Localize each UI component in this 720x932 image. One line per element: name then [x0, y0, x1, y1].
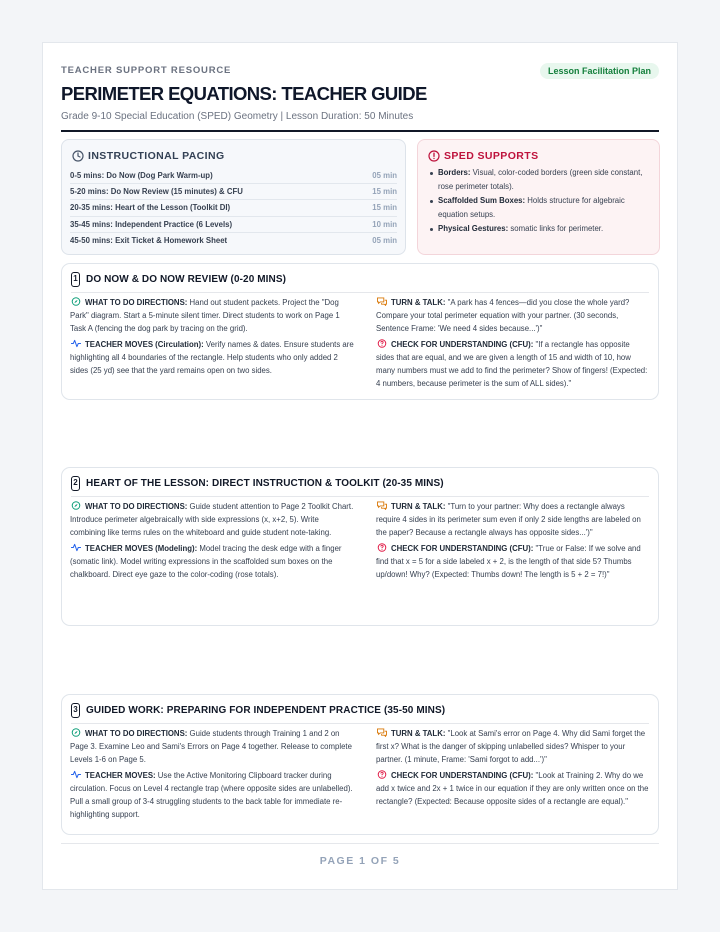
activity-icon — [70, 543, 82, 552]
chat-icon — [376, 297, 388, 306]
section-right-column — [376, 296, 650, 393]
question-icon — [376, 339, 388, 348]
section-left-column — [70, 500, 356, 584]
compass-icon — [70, 297, 82, 306]
footer-divider — [61, 843, 659, 844]
pacing-row-label: 20-35 mins: Heart of the Lesson (Toolkit DI) — [70, 203, 231, 213]
plan-badge: Lesson Facilitation Plan — [540, 63, 659, 79]
teacher-moves-paragraph: TEACHER MOVES (Circulation): Verify names & dates. Ensure students are highlighting all 4 boundaries of the rectangle. Help students who only added 2 sides (25 yd) see that the yard remains open on two sides. — [70, 340, 354, 375]
section-left-column — [70, 296, 356, 380]
compass-icon — [70, 501, 82, 510]
section-header — [71, 702, 649, 724]
teacher-moves-paragraph: TEACHER MOVES (Modeling): Model tracing the desk edge with a finger (somatic link). Model writing expressions in the scaffolded sum boxes on the chalkboard. Direct eye gaze to the color-coding (rose totals). — [70, 544, 342, 579]
pacing-row — [70, 168, 397, 184]
turn-talk-paragraph: TURN & TALK: "Turn to your partner: Why does a rectangle always require 4 sides in its perimeter sum even if only 2 side lengths are labeled on the paper? Because a rectangle always has opposite sides...')" — [376, 502, 641, 537]
header-bar — [61, 63, 659, 79]
sped-list — [430, 166, 649, 236]
turn-talk-paragraph: TURN & TALK: "A park has 4 fences—did you close the whole yard? Compare your total perimeter equation with your partner. (30 seconds, Sentence Frame: 'We need 4 sides because...')" — [376, 298, 630, 333]
activity-icon — [70, 339, 82, 348]
sped-supports-box — [417, 139, 660, 255]
sped-heading: SPED SUPPORTS — [428, 150, 538, 164]
instructional-pacing-box — [61, 139, 406, 255]
document-page — [42, 42, 678, 890]
cfu-paragraph: CHECK FOR UNDERSTANDING (CFU): "Look at Training 2. Why do we add x twice and 2x + 1 twice in our equation if they are only written once on the rectangle? (Expected: Because opposite sides of a rectangle are equal)." — [376, 771, 649, 806]
title-divider — [61, 130, 659, 132]
cfu-paragraph: CHECK FOR UNDERSTANDING (CFU): "If a rectangle has opposite sides that are equal, and we are given a length of 15 and width of 10, how many numbers must we add to find the perimeter? Show of fingers! (Expected: 4 numbers, because perimeter is the sum of ALL sides)." — [376, 340, 648, 388]
pacing-row — [70, 233, 397, 249]
teacher-moves-paragraph: TEACHER MOVES: Use the Active Monitoring Clipboard tracker during circulation. Focus on Level 4 rectangle trap (where opposite sides are unlabelled). Pull a small group of 3-4 struggling students to the back table for immediate re-highlighting support. — [70, 771, 353, 819]
pacing-row-label: 5-20 mins: Do Now Review (15 minutes) & CFU — [70, 187, 243, 197]
pacing-list — [70, 168, 397, 249]
section-title: HEART OF THE LESSON: DIRECT INSTRUCTION & TOOLKIT (20-35 MINS) — [86, 478, 444, 489]
cfu-paragraph: CHECK FOR UNDERSTANDING (CFU): "True or False: If we solve and find that x = 5 for a side labeled x + 2, is the length of that side 5? Thumbs up/down! Why? (Expected: Thumbs down! The length is 5 + 2 = 7!)" — [376, 544, 641, 579]
sped-item: Scaffolded Sum Boxes: Holds structure for algebraic equation setups. — [430, 194, 649, 222]
directions-paragraph: WHAT TO DO DIRECTIONS: Hand out student packets. Project the "Dog Park" diagram. Start a 5-minute silent timer. Direct students to work on Page 1 Task A (fencing the dog park by tracing on the grid). — [70, 298, 340, 333]
pacing-row-label: 0-5 mins: Do Now (Dog Park Warm-up) — [70, 171, 213, 180]
section-right-column — [376, 727, 650, 811]
eyebrow-label: TEACHER SUPPORT RESOURCE — [61, 65, 232, 76]
section-header — [71, 271, 649, 293]
pacing-row — [70, 184, 397, 200]
section-number: 2 — [71, 476, 80, 491]
clock-icon — [72, 150, 84, 162]
pacing-heading: INSTRUCTIONAL PACING — [72, 150, 225, 164]
page-number: PAGE 1 OF 5 — [319, 855, 401, 867]
section-guided-work — [61, 694, 659, 835]
pacing-row-duration: 15 min — [372, 203, 397, 213]
pacing-row-label: 45-50 mins: Exit Ticket & Homework Sheet — [70, 235, 228, 245]
section-number: 3 — [71, 703, 80, 718]
section-header — [71, 475, 649, 497]
section-left-column — [70, 727, 356, 824]
chat-icon — [376, 728, 388, 737]
alert-circle-icon — [428, 150, 440, 162]
pacing-row-duration: 05 min — [372, 171, 397, 180]
section-right-column — [376, 500, 650, 584]
question-icon — [376, 543, 388, 552]
pacing-row — [70, 217, 397, 233]
page-subtitle: Grade 9-10 Special Education (SPED) Geometry | Lesson Duration: 50 Minutes — [61, 111, 414, 122]
section-number: 1 — [71, 272, 80, 287]
section-title: GUIDED WORK: PREPARING FOR INDEPENDENT PRACTICE (35-50 MINS) — [86, 705, 446, 716]
chat-icon — [376, 501, 388, 510]
section-do-now — [61, 263, 659, 400]
sped-item: Physical Gestures: somatic links for perimeter. — [430, 222, 649, 236]
directions-paragraph: WHAT TO DO DIRECTIONS: Guide student attention to Page 2 Toolkit Chart. Introduce perimeter algebraically with side expressions (x, x+2, 5). Write combining like terms rules on the whiteboard and guide student note-taking. — [70, 502, 354, 537]
pacing-row-duration: 10 min — [372, 219, 397, 229]
compass-icon — [70, 728, 82, 737]
section-title: DO NOW & DO NOW REVIEW (0-20 MINS) — [86, 274, 287, 285]
section-heart-of-lesson — [61, 467, 659, 626]
page-title: PERIMETER EQUATIONS: TEACHER GUIDE — [61, 83, 427, 104]
activity-icon — [70, 770, 82, 779]
pacing-row — [70, 200, 397, 216]
turn-talk-paragraph: TURN & TALK: "Look at Sami's error on Page 4. Why did Sami forget the first x? What is the danger of skipping unlabelled sides? Whisper to your partner. (1 minute, Frame: 'Sami forgot to add...')" — [376, 729, 646, 764]
pacing-row-duration: 15 min — [372, 187, 397, 197]
question-icon — [376, 770, 388, 779]
pacing-row-label: 35-45 mins: Independent Practice (6 Levels) — [70, 219, 233, 229]
directions-paragraph: WHAT TO DO DIRECTIONS: Guide students through Training 1 and 2 on Page 3. Examine Leo and Sami's Errors on Page 4 together. Release to complete Levels 1-6 on Page 5. — [70, 729, 352, 764]
pacing-row-duration: 05 min — [372, 235, 397, 245]
sped-item: Borders: Visual, color-coded borders (green side constant, rose perimeter totals). — [430, 166, 649, 194]
